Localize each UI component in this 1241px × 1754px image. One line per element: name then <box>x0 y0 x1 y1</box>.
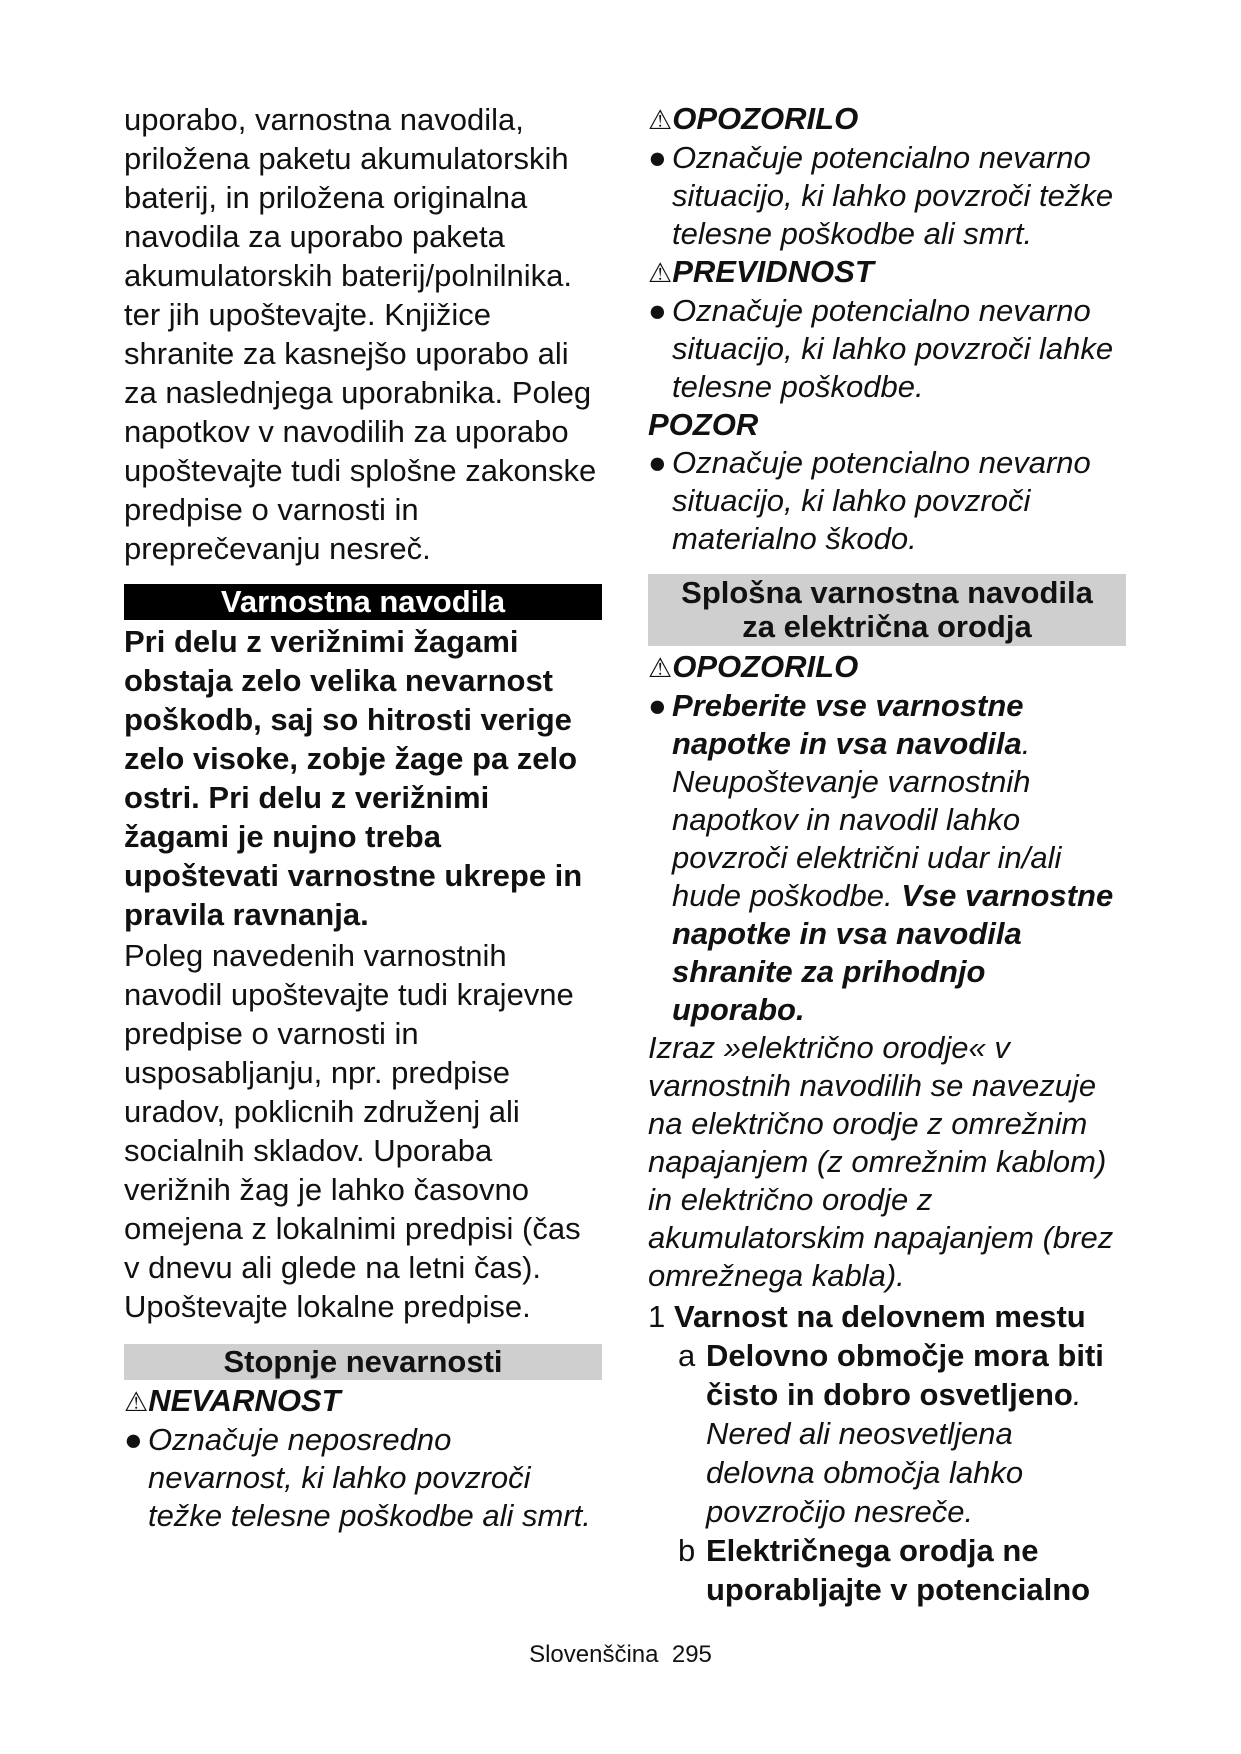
read-instructions-bold: Preberite vse varnostne napotke in vsa navodila <box>672 688 1024 761</box>
notice-text: Označuje potencialno nevarno situacijo, ki lahko povzroči materialno škodo. <box>672 445 1091 556</box>
bullet-icon: ● <box>124 1422 143 1457</box>
general-warning-label: OPOZORILO <box>672 649 859 684</box>
warning-label: OPOZORILO <box>672 101 859 136</box>
warning-triangle-icon: ⚠ <box>648 653 673 683</box>
workplace-item-a-bold: Delovno območje mora biti čisto in dobro osvetljeno <box>706 1338 1104 1412</box>
keep-instructions-bold: Vse varnostne napotke in vsa navodila shranite za prihodnjo uporabo. <box>672 878 1114 1027</box>
read-instructions-bullet <box>648 687 1126 1029</box>
warning-triangle-icon: ⚠ <box>648 258 673 288</box>
general-safety-heading-line2: za električna orodja <box>742 609 1032 644</box>
read-instructions-period: . <box>1021 726 1031 761</box>
page-number: 295 <box>671 1641 712 1668</box>
item-letter: b <box>678 1533 696 1568</box>
safety-heading: Varnostna navodila <box>124 584 602 620</box>
safety-paragraph: Poleg navedenih varnostnih navodil upoštevajte tudi krajevne predpise o varnosti in usposabljanju, npr. predpise uradov, poklicnih združenj ali socialnih skladov. Uporaba verižnih žag je lahko časovno omejena z lokalnimi predpisi (čas v dnevu ali glede na letni čas). Upoštevajte lokalne predpise. <box>124 938 581 1324</box>
caution-text: Označuje potencialno nevarno situacijo, ki lahko povzroči lahke telesne poškodbe. <box>672 293 1114 404</box>
caution-label: PREVIDNOST <box>672 254 874 289</box>
workplace-item-a-period: . <box>1072 1377 1082 1412</box>
notice-bullet <box>648 444 1126 558</box>
danger-text: Označuje neposredno nevarnost, ki lahko povzroči težke telesne poškodbe ali smrt. <box>148 1422 591 1533</box>
warning-bullet <box>648 139 1126 253</box>
safety-bold-paragraph: Pri delu z verižnimi žagami obstaja zelo velika nevarnost poškodb, saj so hitrosti verige zelo visoke, zobje žage pa zelo ostri. Pri delu z verižnimi žagami je nujno treba upoštevati varnostne ukrepe in pravila ravnanja. <box>124 624 583 932</box>
term-paragraph: Izraz »električno orodje« v varnostnih navodilih se navezuje na električno orodje z omrežnim napajanjem (z omrežnim kablom) in električno orodje z akumulatorskim napajanjem (brez omrežnega kabla). <box>648 1030 1114 1293</box>
danger-bullet <box>124 1421 602 1535</box>
workplace-item-b-bold: Električnega orodja ne uporabljajte v potencialno <box>706 1533 1091 1607</box>
warning-label-row <box>648 100 1126 139</box>
warning-text: Označuje potencialno nevarno situacijo, ki lahko povzroči težke telesne poškodbe ali smrt. <box>672 140 1114 251</box>
caution-bullet <box>648 292 1126 406</box>
workplace-item-a-italic: Nered ali neosvetljena delovna območja lahko povzročijo nesreče. <box>706 1416 1024 1529</box>
caution-label-row <box>648 253 1126 292</box>
left-column <box>124 100 602 1535</box>
bullet-icon: ● <box>648 293 667 328</box>
workplace-safety-item <box>648 1297 1126 1336</box>
bullet-icon: ● <box>648 140 667 175</box>
danger-label-row <box>124 1382 602 1421</box>
general-warning-label-row <box>648 648 1126 687</box>
danger-label: NEVARNOST <box>148 1383 341 1418</box>
workplace-safety-title: Varnost na delovnem mestu <box>674 1299 1086 1334</box>
right-column <box>648 100 1126 1609</box>
intro-paragraph: uporabo, varnostna navodila, priložena paketu akumulatorskih baterij, in priložena originalna navodila za uporabo paketa akumulatorskih baterij/polnilnika. ter jih upoštevajte. Knjižice shranite za kasnejšo uporabo ali za naslednjega uporabnika. Poleg napotkov v navodilih za uporabo upoštevajte tudi splošne zakonske predpise o varnosti in preprečevanju nesreč. <box>124 102 597 566</box>
read-instructions-italic: Neupoštevanje varnostnih napotkov in navodil lahko povzroči električni udar in/ali hude poškodbe. <box>672 764 1062 913</box>
bullet-icon: ● <box>648 445 667 480</box>
bullet-icon: ● <box>648 688 667 723</box>
general-safety-heading <box>648 574 1126 646</box>
footer-language: Slovenščina <box>529 1641 659 1668</box>
workplace-item-b <box>678 1531 1126 1609</box>
workplace-item-a <box>678 1336 1126 1531</box>
item-letter: a <box>678 1338 696 1373</box>
workplace-item-a-body <box>706 1336 1126 1531</box>
warning-triangle-icon: ⚠ <box>648 105 673 135</box>
read-instructions-body <box>672 687 1126 1029</box>
item-number: 1 <box>648 1299 666 1334</box>
page-footer <box>0 1640 1241 1670</box>
notice-label: POZOR <box>648 407 759 442</box>
warning-triangle-icon: ⚠ <box>124 1387 149 1417</box>
general-safety-heading-line1: Splošna varnostna navodila <box>681 575 1093 610</box>
hazard-levels-heading: Stopnje nevarnosti <box>124 1344 602 1380</box>
